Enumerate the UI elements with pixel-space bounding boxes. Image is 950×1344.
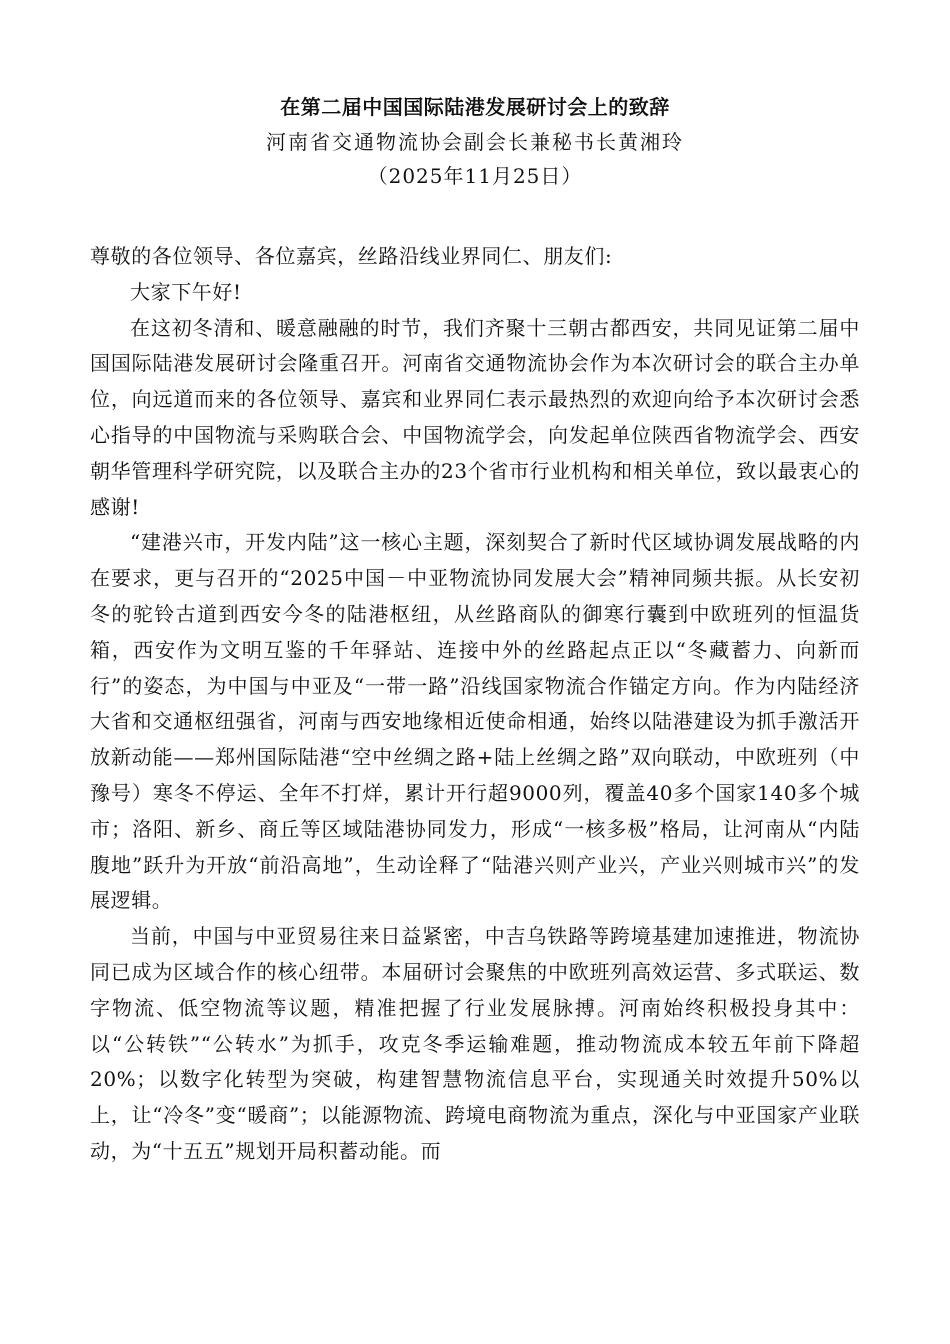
paragraph-2: “建港兴市，开发内陆”这一核心主题，深刻契合了新时代区域协调发展战略的内在要求，更与召开的“2025中国－中亚物流协同发展大会”精神同频共振。从长安初冬的驼铃古道到西安今冬的陆港枢纽，从丝路商队的御寒行囊到中欧班列的恒温货箱，西安作为文明互鉴的千年驿站、连接中外的丝路起点正以“冬藏蓄力、向新而行”的姿态，为中国与中亚及“一带一路”沿线国家物流合作锚定方向。作为内陆经济大省和交通枢纽强省，河南与西安地缘相近使命相通，始终以陆港建设为抓手激活开放新动能——郑州国际陆港“空中丝绸之路+陆上丝绸之路”双向联动，中欧班列（中豫号）寒冬不停运、全年不打烊，累计开行超9000列，覆盖40多个国家140多个城市；洛阳、新乡、商丘等区域陆港协同发力，形成“一核多极”格局，让河南从“内陆腹地”跃升为开放“前沿高地”，生动诠释了“陆港兴则产业兴，产业兴则城市兴”的发展逻辑。 <box>90 530 860 913</box>
document-date: （2025年11月25日） <box>367 164 583 188</box>
salutation: 尊敬的各位领导、各位嘉宾，丝路沿线业界同仁、朋友们: <box>90 244 613 268</box>
document-author: 河南省交通物流协会副会长兼秘书长黄湘玲 <box>266 130 684 154</box>
document-body <box>90 239 860 1170</box>
paragraph-3: 当前，中国与中亚贸易往来日益紧密，中吉乌铁路等跨境基建加速推进，物流协同已成为区域合作的核心纽带。本届研讨会聚焦的中欧班列高效运营、多式联运、数字物流、低空物流等议题，精准把握了行业发展脉搏。河南始终积极投身其中：以“公转铁”“公转水”为抓手，攻克冬季运输难题，推动物流成本较五年前下降超20%；以数字化转型为突破，构建智慧物流信息平台，实现通关时效提升50%以上，让“冷冬”变“暖商”；以能源物流、跨境电商物流为重点，深化与中亚国家产业联动，为“十五五”规划开局积蓄动能。而 <box>90 924 860 1163</box>
greeting: 大家下午好! <box>130 279 242 304</box>
paragraph-1: 在这初冬清和、暖意融融的时节，我们齐聚十三朝古都西安，共同见证第二届中国国际陆港发展研讨会隆重召开。河南省交通物流协会作为本次研讨会的联合主办单位，向远道而来的各位领导、嘉宾和业界同仁表示最热烈的欢迎向给予本次研讨会悉心指导的中国物流与采购联合会、中国物流学会，向发起单位陕西省物流学会、西安朝华管理科学研究院，以及联合主办的23个省市行业机构和相关单位，致以最衷心的感谢! <box>90 315 860 519</box>
document-title: 在第二届中国国际陆港发展研讨会上的致辞 <box>280 95 670 119</box>
document-header <box>90 92 860 193</box>
